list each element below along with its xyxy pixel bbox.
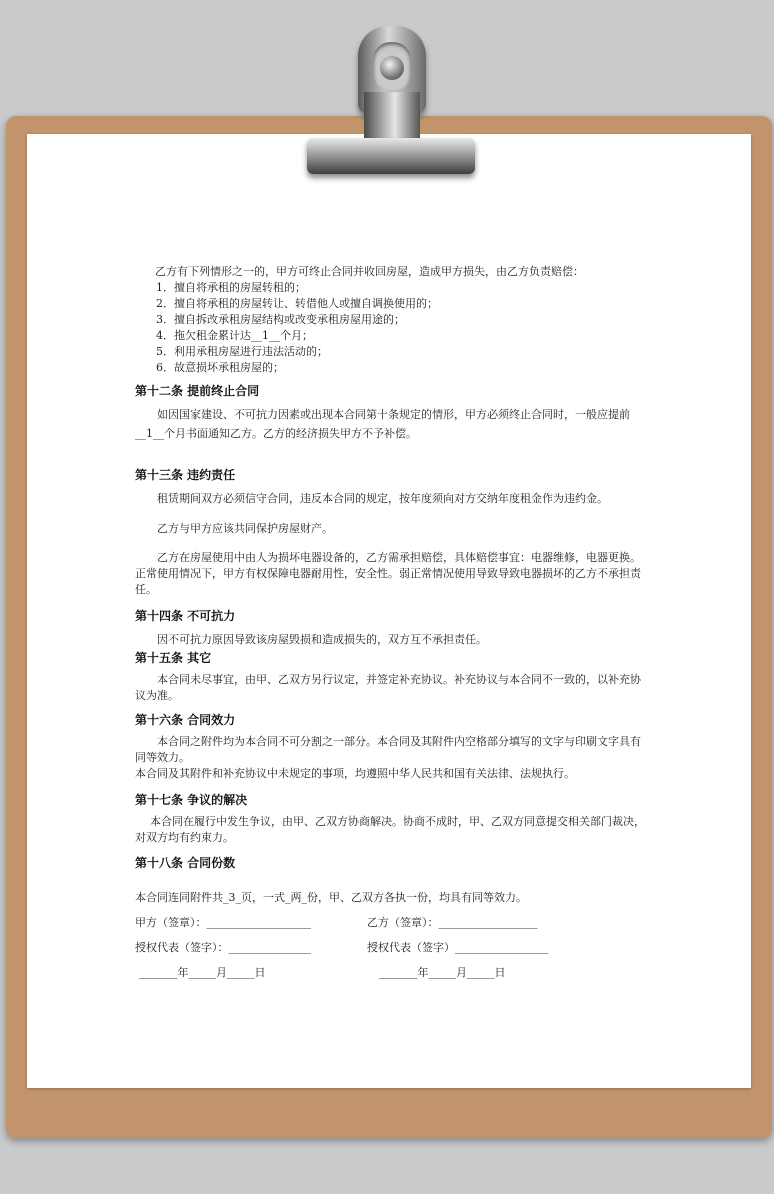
signature-row-date xyxy=(135,965,645,981)
party-b-seal: 乙方（签章）：__________________ xyxy=(367,916,538,929)
party-b-representative: 授权代表（签字）_________________ xyxy=(367,941,549,954)
blank-value: __1__ xyxy=(251,329,280,342)
section-paragraph: 因不可抗力原因导致该房屋毁损和造成损失的，双方互不承担责任。 xyxy=(157,633,487,646)
copies-prefix: 本合同连同附件共 xyxy=(135,891,223,904)
list-item: 1．擅自将承租的房屋转租的； xyxy=(156,281,306,294)
party-a-representative: 授权代表（签字）：_______________ xyxy=(135,941,311,954)
list-item: 5．利用承租房屋进行违法活动的； xyxy=(156,345,328,358)
section-title: 第十二条 提前终止合同 xyxy=(135,384,260,398)
section-paragraph: 乙方在房屋使用中由人为损坏电器设备的，乙方需承担赔偿，具体赔偿事宜：电器维修，电器更换。正常使用情况下，甲方有权保障电器耐用性，安全性。弱正常情况使用导致导致电器损坏的乙方不承担责任。 xyxy=(135,551,641,596)
party-a-date: _______年_____月_____日 xyxy=(139,966,266,979)
list-item: 3．擅自拆改承租房屋结构或改变承租房屋用途的； xyxy=(156,313,405,326)
section-title: 第十四条 不可抗力 xyxy=(135,609,236,623)
section-title: 第十三条 违约责任 xyxy=(135,468,236,482)
section-paragraph: 乙方与甲方应该共同保护房屋财产。 xyxy=(157,522,333,535)
copy-count: _两_ xyxy=(285,891,307,904)
page-count: _3_ xyxy=(223,891,241,904)
list-item xyxy=(135,328,645,344)
section-paragraph xyxy=(135,405,645,443)
section-paragraph: 本合同在履行中发生争议，由甲、乙双方协商解决。协商不成时，甲、乙双方同意提交相关部门裁决，对双方均有约束力。 xyxy=(135,815,645,844)
section-paragraph: 租赁期间双方必须信守合同，违反本合同的规定，按年度须向对方交纳年度租金作为违约金。 xyxy=(157,492,608,505)
copies-statement xyxy=(135,890,645,906)
section-title: 第十六条 合同效力 xyxy=(135,713,236,727)
list-item: 6．故意损坏承租房屋的； xyxy=(156,361,284,374)
list-item-suffix: 个月； xyxy=(280,329,313,342)
section-paragraph: 本合同未尽事宜，由甲、乙双方另行议定，并签定补充协议。补充协议与本合同不一致的，以补充协议为准。 xyxy=(135,673,641,702)
contract-text xyxy=(135,264,645,981)
binder-clip-neck xyxy=(364,92,420,140)
binder-clip-base xyxy=(307,138,475,174)
section-title: 第十七条 争议的解决 xyxy=(135,793,248,807)
termination-intro: 乙方有下列情形之一的，甲方可终止合同并收回房屋，造成甲方损失，由乙方负责赔偿： xyxy=(155,265,584,278)
copies-suffix: 份，甲、乙双方各执一份，均具有同等效力。 xyxy=(307,891,527,904)
paragraph-text: 如因国家建设、不可抗力因素或出现本合同第十条规定的情形，甲方必须终止合同时，一般应提前 xyxy=(157,408,630,421)
list-item: 2．擅自将承租的房屋转让、转借他人或擅自调换使用的； xyxy=(156,297,438,310)
signature-row-rep xyxy=(135,940,645,956)
section-title: 第十五条 其它 xyxy=(135,651,212,665)
copies-mid: 页，一式 xyxy=(241,891,285,904)
section-title: 第十八条 合同份数 xyxy=(135,856,236,870)
section-paragraph: 本合同及其附件和补充协议中未规定的事项，均遵照中华人民共和国有关法律、法规执行。 xyxy=(135,767,575,780)
party-a-seal: 甲方（签章）：___________________ xyxy=(135,916,311,929)
binder-clip-rivet xyxy=(380,56,404,80)
signature-row-seal xyxy=(135,915,645,931)
section-paragraph: 本合同之附件均为本合同不可分割之一部分。本合同及其附件内空格部分填写的文字与印刷文字具有同等效力。 xyxy=(135,735,641,764)
party-b-date: _______年_____月_____日 xyxy=(379,966,506,979)
paragraph-text: 个月书面通知乙方。乙方的经济损失甲方不予补偿。 xyxy=(164,427,417,440)
list-item-text: 4．拖欠租金累计达 xyxy=(156,329,251,342)
blank-value: __1__ xyxy=(135,427,164,440)
